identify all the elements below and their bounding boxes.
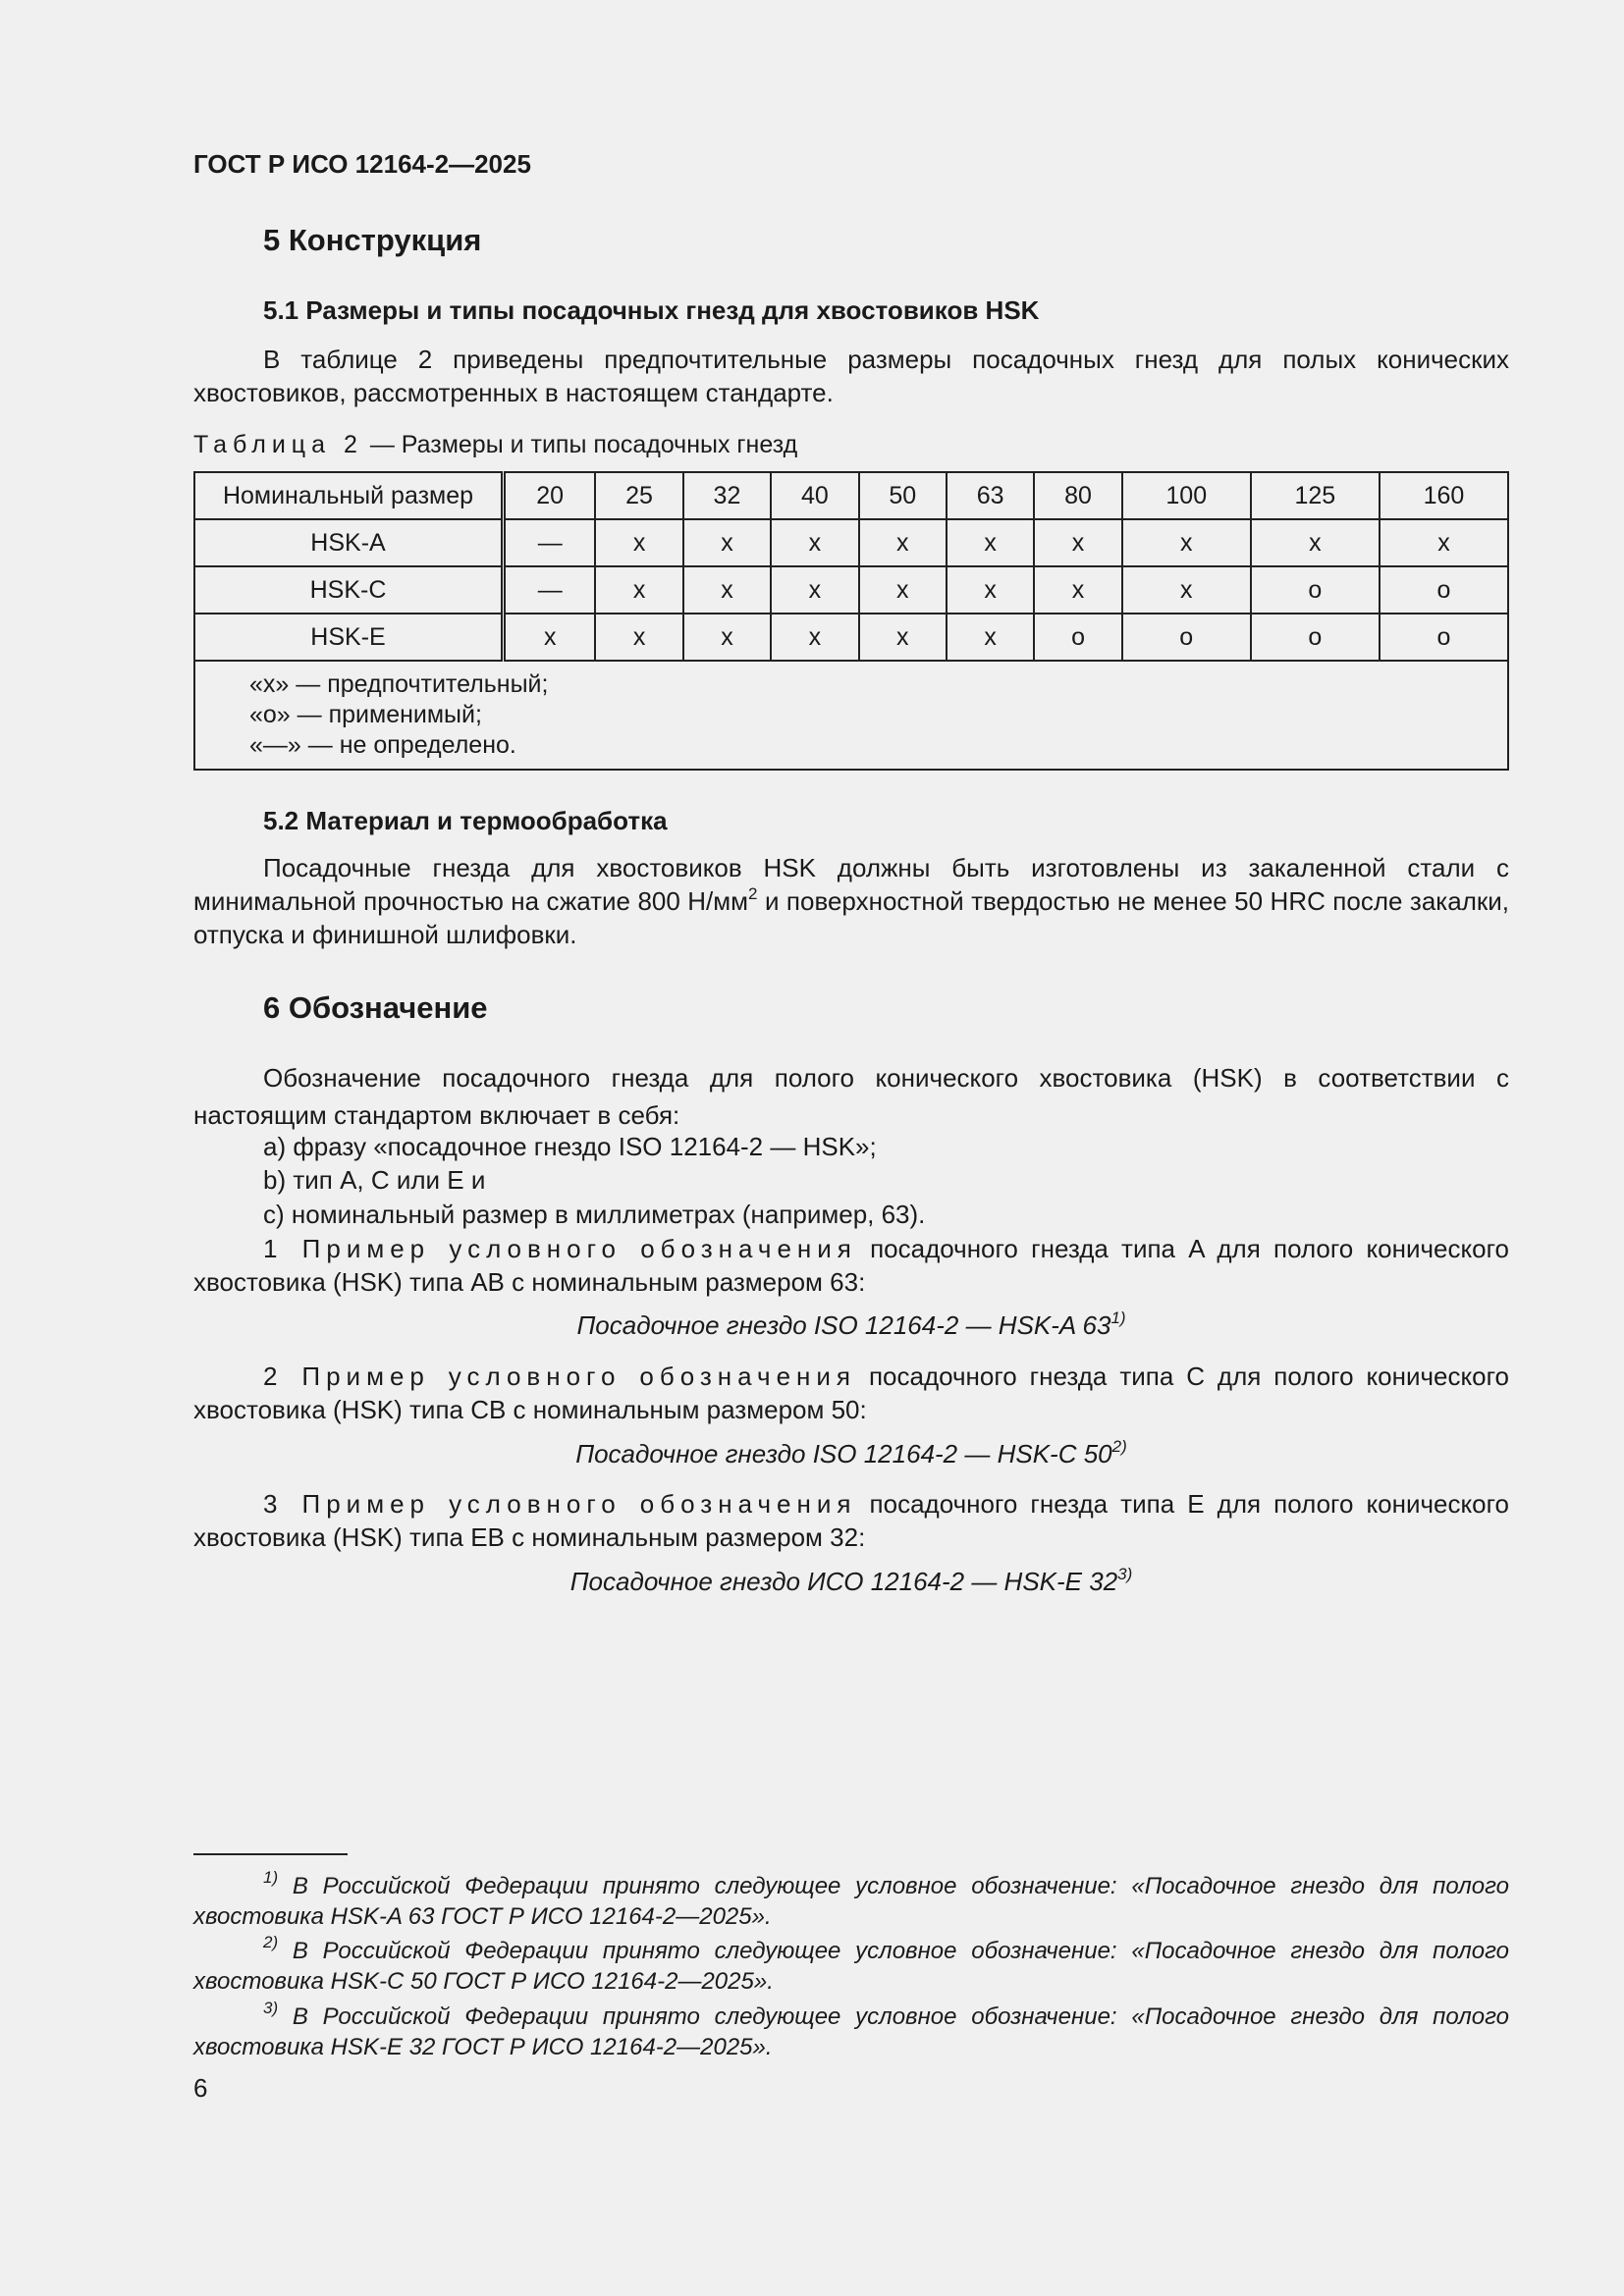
table-cell: x [504,614,596,661]
table-header-cell: 160 [1380,472,1508,519]
footnote-ref: 1) [1110,1308,1126,1327]
list-item: а) фразу «посадочное гнездо ISO 12164-2 — HSK»; [263,1132,877,1161]
example-label: 2 Пример условного обозначения [263,1362,857,1391]
table-header-cell: 20 [504,472,596,519]
table-cell: x [771,566,858,614]
section-5-2-text-a: Посадочные гнезда для хвостовиков HSK должны быть изготовлены из закаленной стали с минимальной прочностью на сжатие 800 Н/мм [193,853,1509,916]
table-cell: — [504,566,596,614]
table-cell: x [859,614,947,661]
table-header-cell: 25 [595,472,682,519]
footnote-ref: 2) [1111,1437,1127,1456]
designation-text: Посадочное гнездо ISO 12164-2 — HSK-C 50 [575,1439,1112,1468]
section-5-1-title: 5.1 Размеры и типы посадочных гнезд для хвостовиков HSK [263,295,1040,325]
example-text: посадочного гнезда типа E для полого конического хвостовика (HSK) типа EB с номинальным размером 32: [193,1489,1509,1552]
example-text: посадочного гнезда типа C для полого конического хвостовика (HSK) типа CB с номинальным размером 50: [193,1362,1509,1424]
table-header-cell: 40 [771,472,858,519]
footnote-1 [193,1868,1509,1932]
section-5-1-text: В таблице 2 приведены предпочтительные размеры посадочных гнезд для полых конических хвостовиков, рассмотренных в настоящем стандарте. [193,345,1509,407]
table-caption-text: — Размеры и типы посадочных гнезд [362,431,798,458]
sizes-table [193,471,1509,771]
table-note: «x» — предпочтительный; [249,670,549,698]
table-note: «o» — применимый; [249,701,482,728]
footnote-text: В Российской Федерации принято следующее условное обозначение: «Посадочное гнездо для полого хвостовика HSK-C 50 ГОСТ Р ИСО 12164-2—2025». [193,1938,1509,1995]
list-item: c) номинальный размер в миллиметрах (например, 63). [263,1200,926,1229]
table-header-cell: 63 [947,472,1034,519]
table-cell: x [947,519,1034,566]
table-cell: o [1251,614,1380,661]
table-row-label: HSK-C [194,566,504,614]
example-label: 3 Пример условного обозначения [263,1489,857,1519]
footnote-separator [193,1853,348,1855]
section-6-intro: Обозначение посадочного гнезда для полого конического хвостовика (HSK) в соответствии с настоящим стандартом включает в себя: [193,1063,1509,1130]
table-header-cell: 32 [683,472,771,519]
table-cell: x [1122,566,1251,614]
page-number: 6 [193,2073,208,2103]
table-cell: o [1251,566,1380,614]
example-label: 1 Пример условного обозначения [263,1234,857,1263]
table-cell: x [947,566,1034,614]
table-cell: x [859,566,947,614]
table-header-row [194,472,1508,519]
table-cell: x [683,614,771,661]
footnote-marker: 2) [263,1933,279,1951]
section-5-2-text [193,851,1509,951]
table-cell: x [1034,566,1121,614]
table-caption [193,428,797,461]
table-cell: o [1380,614,1508,661]
table-cell: x [1034,519,1121,566]
footnote-text: В Российской Федерации принято следующее условное обозначение: «Посадочное гнездо для полого хвостовика HSK-E 32 ГОСТ Р ИСО 12164-2—2025». [193,2003,1509,2060]
example-3 [193,1487,1509,1554]
table-notes [194,661,1508,770]
table-cell: o [1380,566,1508,614]
footnote-2 [193,1933,1509,1997]
table-cell: x [595,614,682,661]
section-5-2-title: 5.2 Материал и термообработка [263,806,668,835]
table-cell: x [1122,519,1251,566]
table-cell: x [771,519,858,566]
table-cell: x [595,519,682,566]
designation-1 [193,1308,1509,1342]
designation-2 [193,1437,1509,1470]
section-5-title: 5 Конструкция [263,223,482,257]
table-cell: x [1380,519,1508,566]
list-item: b) тип A, C или E и [263,1165,486,1195]
example-1 [193,1232,1509,1299]
table-row [194,614,1508,661]
section-5-2-text-b: и поверхностной твердостью не менее 50 HRC после закалки, отпуска и финишной шлифовки. [193,886,1509,949]
table-cell: o [1122,614,1251,661]
table-notes-row [194,661,1508,770]
footnote-marker: 1) [263,1868,279,1887]
table-header-cell: 100 [1122,472,1251,519]
table-row-label: HSK-A [194,519,504,566]
table-cell: x [859,519,947,566]
superscript: 2 [748,884,758,903]
designation-3 [193,1565,1509,1598]
document-header: ГОСТ Р ИСО 12164-2—2025 [193,149,531,179]
table-caption-label: Таблица 2 [193,431,363,458]
designation-text: Посадочное гнездо ИСО 12164-2 — HSK-E 32 [569,1567,1118,1596]
section-6-title: 6 Обозначение [263,990,488,1025]
table-header-cell: Номинальный размер [194,472,504,519]
table-row [194,519,1508,566]
table-row-label: HSK-E [194,614,504,661]
table-header-cell: 80 [1034,472,1121,519]
footnote-3 [193,1999,1509,2062]
example-text: посадочного гнезда типа A для полого конического хвостовика (HSK) типа AB с номинальным размером 63: [193,1234,1509,1297]
table-header-cell: 50 [859,472,947,519]
footnote-text: В Российской Федерации принято следующее условное обозначение: «Посадочное гнездо для полого хвостовика HSK-A 63 ГОСТ Р ИСО 12164-2—2025». [193,1873,1509,1930]
footnote-marker: 3) [263,1999,279,2017]
footnote-ref: 3) [1117,1565,1133,1583]
table-row [194,566,1508,614]
table-cell: x [771,614,858,661]
table-note: «—» — не определено. [249,731,516,759]
table-cell: o [1034,614,1121,661]
table-cell: — [504,519,596,566]
table-header-cell: 125 [1251,472,1380,519]
table-cell: x [683,566,771,614]
designation-text: Посадочное гнездо ISO 12164-2 — HSK-A 63 [576,1310,1111,1340]
table-cell: x [947,614,1034,661]
example-2 [193,1360,1509,1426]
table-cell: x [1251,519,1380,566]
table-cell: x [683,519,771,566]
table-cell: x [595,566,682,614]
